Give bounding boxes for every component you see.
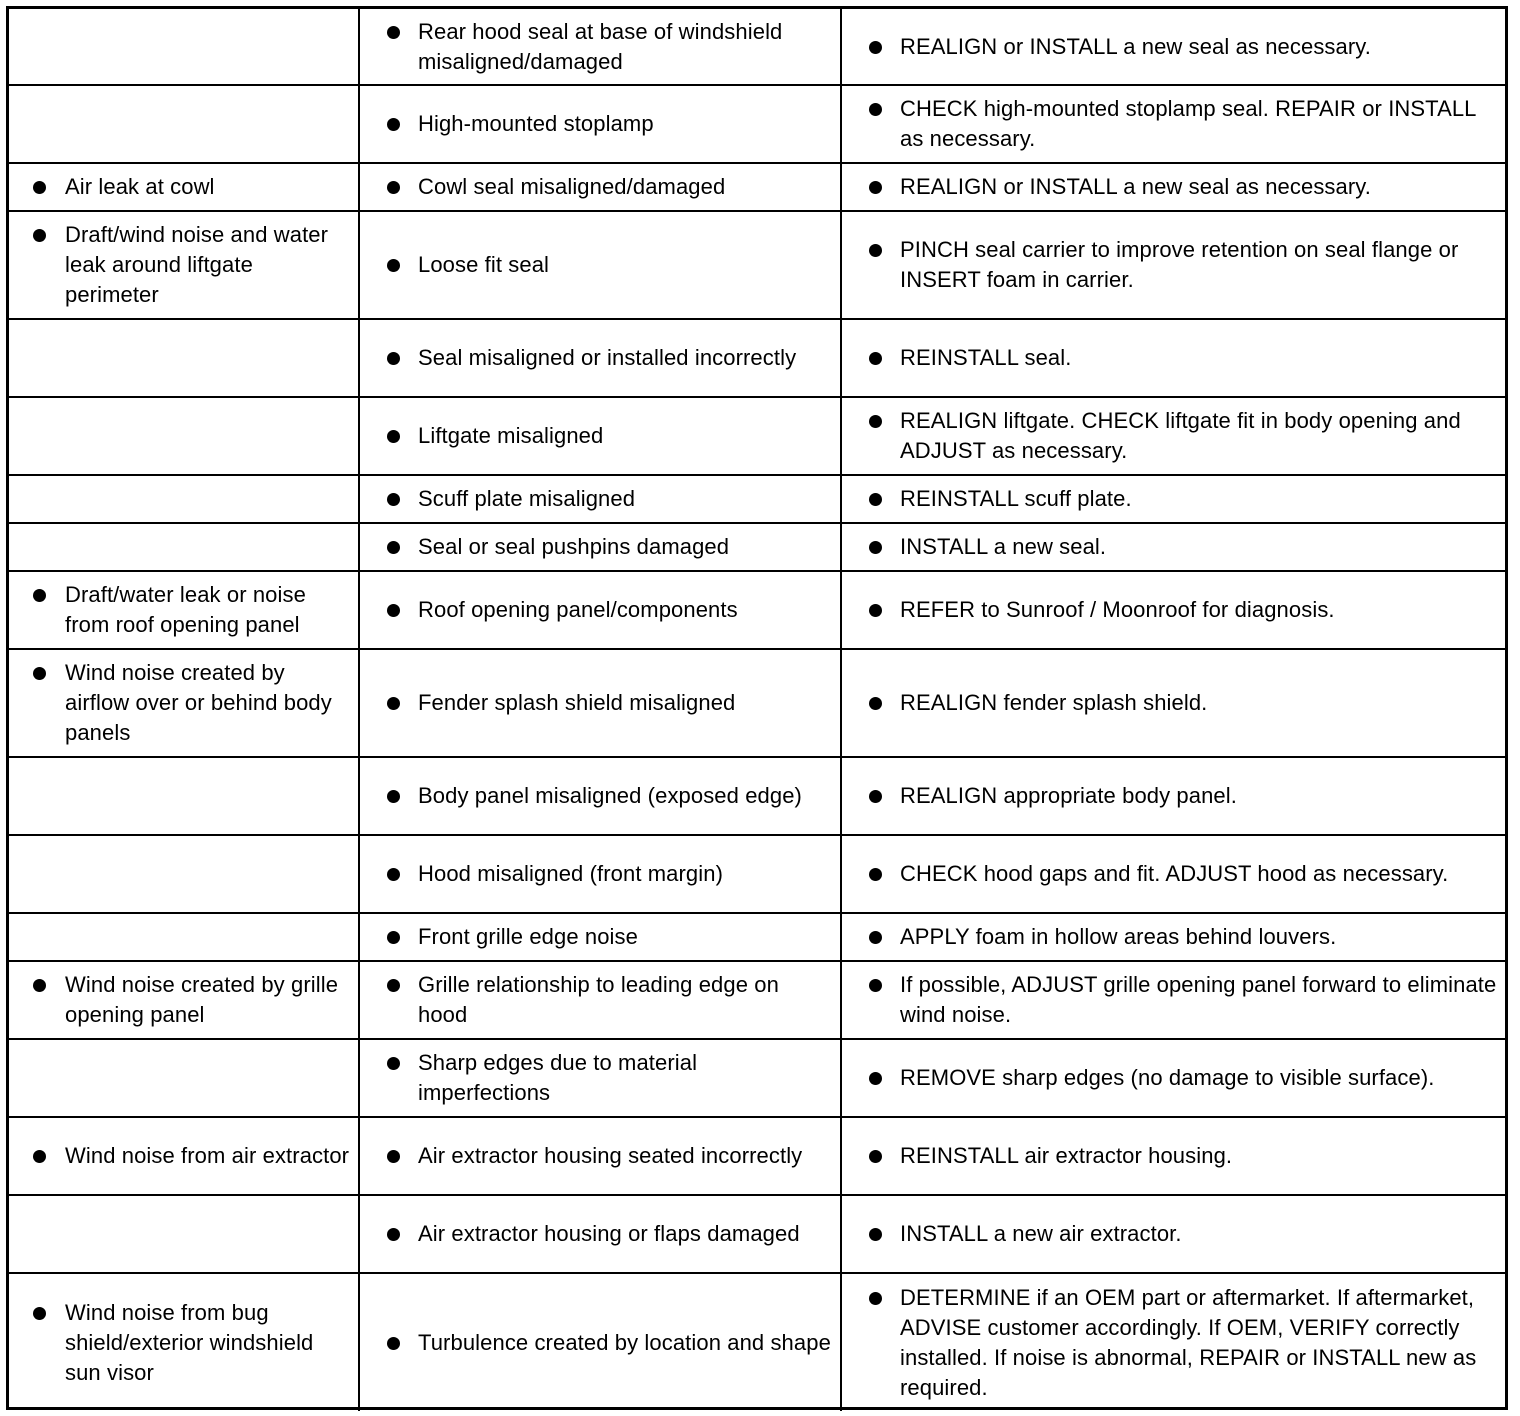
source-item xyxy=(360,484,840,514)
action-item xyxy=(842,1141,1505,1171)
condition-cell xyxy=(9,571,359,649)
bullet-icon xyxy=(387,541,400,554)
action-cell xyxy=(841,475,1505,523)
bullet-icon xyxy=(869,41,882,54)
action-cell xyxy=(841,649,1505,757)
table-row xyxy=(9,1117,1505,1195)
action-cell xyxy=(841,835,1505,913)
condition-text: Wind noise created by airflow over or behind body panels xyxy=(65,660,332,745)
table-row xyxy=(9,835,1505,913)
action-cell xyxy=(841,163,1505,211)
source-item xyxy=(360,1328,840,1358)
bullet-icon xyxy=(387,868,400,881)
bullet-icon xyxy=(387,979,400,992)
bullet-icon xyxy=(387,26,400,39)
condition-cell xyxy=(9,649,359,757)
bullet-icon xyxy=(387,352,400,365)
source-text: Roof opening panel/components xyxy=(418,597,738,622)
action-cell xyxy=(841,211,1505,319)
action-text: REINSTALL scuff plate. xyxy=(900,486,1132,511)
source-cell xyxy=(359,211,841,319)
bullet-icon xyxy=(387,493,400,506)
source-cell xyxy=(359,757,841,835)
source-text: Air extractor housing seated incorrectly xyxy=(418,1143,803,1168)
source-item xyxy=(360,922,840,952)
source-item xyxy=(360,1219,840,1249)
source-text: Liftgate misaligned xyxy=(418,423,604,448)
bullet-icon xyxy=(869,979,882,992)
condition-cell xyxy=(9,475,359,523)
action-text: INSTALL a new air extractor. xyxy=(900,1221,1182,1246)
action-item xyxy=(842,970,1505,1030)
source-text: Seal or seal pushpins damaged xyxy=(418,534,730,559)
condition-cell xyxy=(9,1117,359,1195)
source-cell xyxy=(359,523,841,571)
table-row xyxy=(9,163,1505,211)
condition-cell xyxy=(9,1039,359,1117)
action-item xyxy=(842,781,1505,811)
bullet-icon xyxy=(387,1228,400,1241)
source-item xyxy=(360,1141,840,1171)
bullet-icon xyxy=(869,790,882,803)
action-text: REMOVE sharp edges (no damage to visible surface). xyxy=(900,1065,1435,1090)
source-text: Turbulence created by location and shape xyxy=(418,1329,831,1355)
bullet-icon xyxy=(33,979,46,992)
table-row xyxy=(9,523,1505,571)
bullet-icon xyxy=(869,244,882,257)
table-row xyxy=(9,475,1505,523)
action-item xyxy=(842,235,1505,295)
source-cell xyxy=(359,649,841,757)
action-cell xyxy=(841,397,1505,475)
action-cell xyxy=(841,757,1505,835)
condition-item xyxy=(9,1141,358,1171)
bullet-icon xyxy=(387,118,400,131)
action-cell xyxy=(841,523,1505,571)
source-cell xyxy=(359,319,841,397)
bullet-icon xyxy=(869,1150,882,1163)
action-item xyxy=(842,595,1505,625)
source-item xyxy=(360,109,840,139)
condition-item xyxy=(9,970,358,1030)
condition-text: Draft/water leak or noise from roof opening panel xyxy=(65,582,306,637)
table-row xyxy=(9,571,1505,649)
source-item xyxy=(360,595,840,625)
condition-cell xyxy=(9,913,359,961)
source-item xyxy=(360,688,840,718)
source-item xyxy=(360,1048,840,1108)
action-text: REALIGN or INSTALL a new seal as necessary. xyxy=(900,33,1371,59)
action-item xyxy=(842,859,1505,889)
action-item xyxy=(842,32,1505,62)
source-cell xyxy=(359,85,841,163)
action-item xyxy=(842,343,1505,373)
source-text: Sharp edges due to material imperfections xyxy=(418,1050,698,1105)
diagnosis-table xyxy=(9,9,1505,1411)
bullet-icon xyxy=(387,1150,400,1163)
bullet-icon xyxy=(869,697,882,710)
source-text: Fender splash shield misaligned xyxy=(418,690,736,715)
bullet-icon xyxy=(869,604,882,617)
source-cell xyxy=(359,475,841,523)
action-cell xyxy=(841,571,1505,649)
action-cell xyxy=(841,1117,1505,1195)
bullet-icon xyxy=(387,430,400,443)
action-item xyxy=(842,406,1505,466)
action-item xyxy=(842,94,1505,154)
action-text: REINSTALL air extractor housing. xyxy=(900,1143,1233,1168)
action-cell xyxy=(841,1273,1505,1411)
action-cell xyxy=(841,913,1505,961)
source-cell xyxy=(359,1273,841,1411)
bullet-icon xyxy=(869,493,882,506)
table-row xyxy=(9,1195,1505,1273)
bullet-icon xyxy=(33,181,46,194)
action-text: REALIGN or INSTALL a new seal as necessary. xyxy=(900,174,1371,199)
bullet-icon xyxy=(33,667,46,680)
condition-cell xyxy=(9,319,359,397)
action-item xyxy=(842,532,1505,562)
table-row xyxy=(9,9,1505,85)
bullet-icon xyxy=(869,1072,882,1085)
diagnosis-table-frame xyxy=(6,6,1508,1410)
condition-item xyxy=(9,172,358,202)
condition-text: Wind noise from bug shield/exterior windshield sun visor xyxy=(65,1299,314,1385)
source-cell xyxy=(359,1039,841,1117)
condition-item xyxy=(9,220,358,310)
bullet-icon xyxy=(869,181,882,194)
source-text: Rear hood seal at base of windshield misaligned/damaged xyxy=(418,18,783,74)
action-item xyxy=(842,172,1505,202)
table-row xyxy=(9,1273,1505,1411)
source-item xyxy=(360,250,840,280)
source-text: Loose fit seal xyxy=(418,252,550,277)
source-text: Front grille edge noise xyxy=(418,924,638,949)
condition-text: Draft/wind noise and water leak around liftgate perimeter xyxy=(65,222,329,307)
action-item xyxy=(842,1283,1505,1403)
action-text: REALIGN liftgate. CHECK liftgate fit in body opening and ADJUST as necessary. xyxy=(900,408,1461,463)
condition-cell xyxy=(9,211,359,319)
source-cell xyxy=(359,1117,841,1195)
action-cell xyxy=(841,1039,1505,1117)
source-item xyxy=(360,532,840,562)
bullet-icon xyxy=(387,259,400,272)
source-item xyxy=(360,421,840,451)
source-text: Seal misaligned or installed incorrectly xyxy=(418,345,797,370)
bullet-icon xyxy=(33,1307,46,1320)
source-item xyxy=(360,970,840,1030)
condition-cell xyxy=(9,397,359,475)
action-item xyxy=(842,484,1505,514)
source-text: Scuff plate misaligned xyxy=(418,486,636,511)
source-item xyxy=(360,781,840,811)
condition-item xyxy=(9,658,358,748)
source-item xyxy=(360,859,840,889)
condition-text: Wind noise created by grille opening panel xyxy=(65,972,339,1027)
condition-item xyxy=(9,580,358,640)
action-text: REFER to Sunroof / Moonroof for diagnosis. xyxy=(900,597,1335,622)
source-item xyxy=(360,17,840,77)
action-cell xyxy=(841,961,1505,1039)
action-item xyxy=(842,1219,1505,1249)
table-row xyxy=(9,649,1505,757)
action-text: If possible, ADJUST grille opening panel forward to eliminate wind noise. xyxy=(900,972,1497,1027)
action-text: REALIGN appropriate body panel. xyxy=(900,783,1237,808)
action-cell xyxy=(841,9,1505,85)
condition-cell xyxy=(9,961,359,1039)
bullet-icon xyxy=(33,589,46,602)
bullet-icon xyxy=(387,604,400,617)
table-row xyxy=(9,913,1505,961)
bullet-icon xyxy=(869,541,882,554)
bullet-icon xyxy=(387,697,400,710)
condition-text: Air leak at cowl xyxy=(65,174,215,199)
condition-item xyxy=(9,1298,358,1388)
bullet-icon xyxy=(387,1337,400,1350)
action-text: CHECK high-mounted stoplamp seal. REPAIR or INSTALL as necessary. xyxy=(900,96,1476,151)
source-cell xyxy=(359,1195,841,1273)
source-text: High-mounted stoplamp xyxy=(418,111,654,136)
bullet-icon xyxy=(869,868,882,881)
table-row xyxy=(9,961,1505,1039)
source-text: Cowl seal misaligned/damaged xyxy=(418,174,726,199)
action-cell xyxy=(841,1195,1505,1273)
bullet-icon xyxy=(869,1228,882,1241)
action-text: PINCH seal carrier to improve retention on seal flange or INSERT foam in carrier. xyxy=(900,237,1459,292)
action-text: REALIGN fender splash shield. xyxy=(900,690,1208,715)
table-row xyxy=(9,211,1505,319)
table-row xyxy=(9,397,1505,475)
condition-cell xyxy=(9,163,359,211)
source-cell xyxy=(359,9,841,85)
action-item xyxy=(842,1063,1505,1093)
condition-text: Wind noise from air extractor xyxy=(65,1143,350,1168)
source-cell xyxy=(359,571,841,649)
source-cell xyxy=(359,961,841,1039)
bullet-icon xyxy=(869,352,882,365)
bullet-icon xyxy=(387,790,400,803)
action-item xyxy=(842,688,1505,718)
condition-cell xyxy=(9,523,359,571)
bullet-icon xyxy=(33,1150,46,1163)
action-item xyxy=(842,922,1505,952)
action-text: DETERMINE if an OEM part or aftermarket. If aftermarket, ADVISE customer accordingly. If OEM, VERIFY correctly installed. If noise is abnormal, REPAIR or INSTALL new as required. xyxy=(900,1284,1477,1400)
source-text: Grille relationship to leading edge on hood xyxy=(418,972,779,1027)
table-row xyxy=(9,757,1505,835)
bullet-icon xyxy=(869,931,882,944)
source-cell xyxy=(359,913,841,961)
source-text: Air extractor housing or flaps damaged xyxy=(418,1221,800,1246)
bullet-icon xyxy=(387,931,400,944)
source-text: Body panel misaligned (exposed edge) xyxy=(418,783,802,808)
condition-cell xyxy=(9,835,359,913)
action-text: CHECK hood gaps and fit. ADJUST hood as necessary. xyxy=(900,861,1449,886)
condition-cell xyxy=(9,1273,359,1411)
source-cell xyxy=(359,397,841,475)
bullet-icon xyxy=(33,229,46,242)
source-cell xyxy=(359,835,841,913)
source-item xyxy=(360,343,840,373)
action-cell xyxy=(841,319,1505,397)
source-cell xyxy=(359,163,841,211)
bullet-icon xyxy=(869,103,882,116)
source-text: Hood misaligned (front margin) xyxy=(418,861,724,886)
table-row xyxy=(9,85,1505,163)
bullet-icon xyxy=(387,181,400,194)
condition-cell xyxy=(9,1195,359,1273)
action-text: APPLY foam in hollow areas behind louvers. xyxy=(900,924,1337,949)
bullet-icon xyxy=(869,1292,882,1305)
bullet-icon xyxy=(869,415,882,428)
action-cell xyxy=(841,85,1505,163)
table-row xyxy=(9,1039,1505,1117)
action-text: REINSTALL seal. xyxy=(900,345,1072,370)
bullet-icon xyxy=(387,1057,400,1070)
source-item xyxy=(360,172,840,202)
condition-cell xyxy=(9,85,359,163)
condition-cell xyxy=(9,757,359,835)
table-row xyxy=(9,319,1505,397)
condition-cell xyxy=(9,9,359,85)
action-text: INSTALL a new seal. xyxy=(900,534,1107,559)
